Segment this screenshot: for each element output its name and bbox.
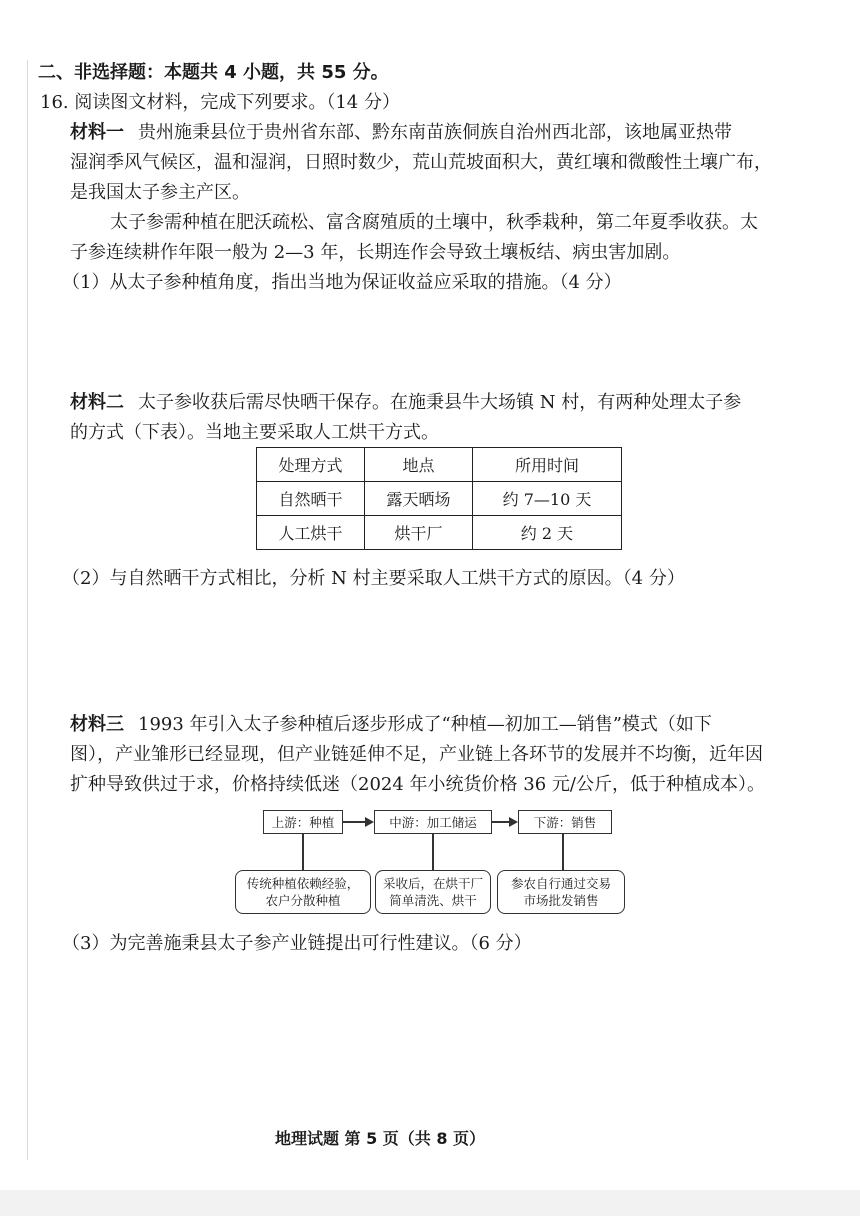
scan-bottom-band: [0, 1190, 860, 1216]
downstream-detail-box: [497, 870, 625, 914]
table-cell: 露天晒场: [364, 482, 472, 516]
arrow-line: [343, 821, 365, 823]
material1-line4: 太子参需种植在肥沃疏松、富含腐殖质的土壤中，秋季栽种，第二年夏季收获。太: [110, 212, 758, 233]
material3-line3: 扩种导致供过于求，价格持续低迷（2024 年小统货价格 36 元/公斤，低于种植成本）。: [70, 774, 765, 795]
material1-line1: [70, 118, 732, 148]
material3-text1: 1993 年引入太子参种植后逐步形成了“种植—初加工—销售”模式（如下: [138, 714, 712, 735]
material2-text1: 太子参收获后需尽快晒干保存。在施秉县牛大场镇 N 村，有两种处理太子参: [138, 392, 742, 413]
question-title: 16. 阅读图文材料，完成下列要求。（14 分）: [40, 92, 400, 113]
table-row: [257, 516, 622, 550]
question-1: （1）从太子参种植角度，指出当地为保证收益应采取的措施。（4 分）: [62, 272, 622, 293]
binding-margin-line: [27, 60, 28, 1160]
stage-downstream-box: 下游：销售: [518, 810, 612, 834]
arrow-head-icon: [365, 817, 374, 827]
detail-text: 参农自行通过交易: [510, 876, 611, 891]
detail-text: 农户分散种植: [265, 893, 341, 908]
connector-line: [562, 834, 564, 872]
material3-label: 材料三: [70, 714, 124, 735]
material3-line1: [70, 710, 712, 740]
material3-line2: 图），产业雏形已经显现，但产业链延伸不足，产业链上各环节的发展并不均衡，近年因: [70, 744, 763, 765]
table-header-cell: 处理方式: [257, 448, 365, 482]
question-2: （2）与自然晒干方式相比，分析 N 村主要采取人工烘干方式的原因。（4 分）: [62, 568, 685, 589]
stage-midstream-box: 中游：加工储运: [374, 810, 492, 834]
table-header-cell: 所用时间: [472, 448, 621, 482]
drying-methods-table: [256, 447, 622, 550]
page-footer: 地理试题 第 5 页（共 8 页）: [274, 1129, 486, 1148]
material2-line2: 的方式（下表）。当地主要采取人工烘干方式。: [70, 422, 439, 443]
midstream-detail-box: [375, 870, 491, 914]
section-header: 二、非选择题：本题共 4 小题，共 55 分。: [38, 62, 389, 83]
table-cell: 人工烘干: [257, 516, 365, 550]
detail-text: 传统种植依赖经验，: [246, 876, 360, 891]
question-3: （3）为完善施秉县太子参产业链提出可行性建议。（6 分）: [62, 933, 532, 954]
detail-text: 市场批发销售: [523, 893, 599, 908]
material2-line1: [70, 388, 741, 418]
table-cell: 自然晒干: [257, 482, 365, 516]
table-header-cell: 地点: [364, 448, 472, 482]
stage-upstream-box: 上游：种植: [263, 810, 343, 834]
detail-text: 简单清洗、烘干: [389, 893, 477, 908]
material2-label: 材料二: [70, 392, 124, 413]
arrow-line: [492, 821, 509, 823]
material1-line2: 湿润季风气候区，温和湿润，日照时数少，荒山荒坡面积大，黄红壤和微酸性土壤广布，: [70, 152, 772, 173]
table-cell: 烘干厂: [364, 516, 472, 550]
table-header-row: [257, 448, 622, 482]
detail-text: 采收后，在烘干厂: [382, 876, 483, 891]
connector-line: [302, 834, 304, 872]
upstream-detail-box: [235, 870, 371, 914]
table-cell: 约 2 天: [472, 516, 621, 550]
material1-text1: 贵州施秉县位于贵州省东部、黔东南苗族侗族自治州西北部，该地属亚热带: [138, 122, 732, 143]
material1-label: 材料一: [70, 122, 124, 143]
material1-line3: 是我国太子参主产区。: [70, 182, 250, 203]
table-cell: 约 7—10 天: [472, 482, 621, 516]
material1-line5: 子参连续耕作年限一般为 2—3 年，长期连作会导致土壤板结、病虫害加剧。: [70, 242, 681, 263]
arrow-head-icon: [509, 817, 518, 827]
connector-line: [432, 834, 434, 872]
table-row: [257, 482, 622, 516]
